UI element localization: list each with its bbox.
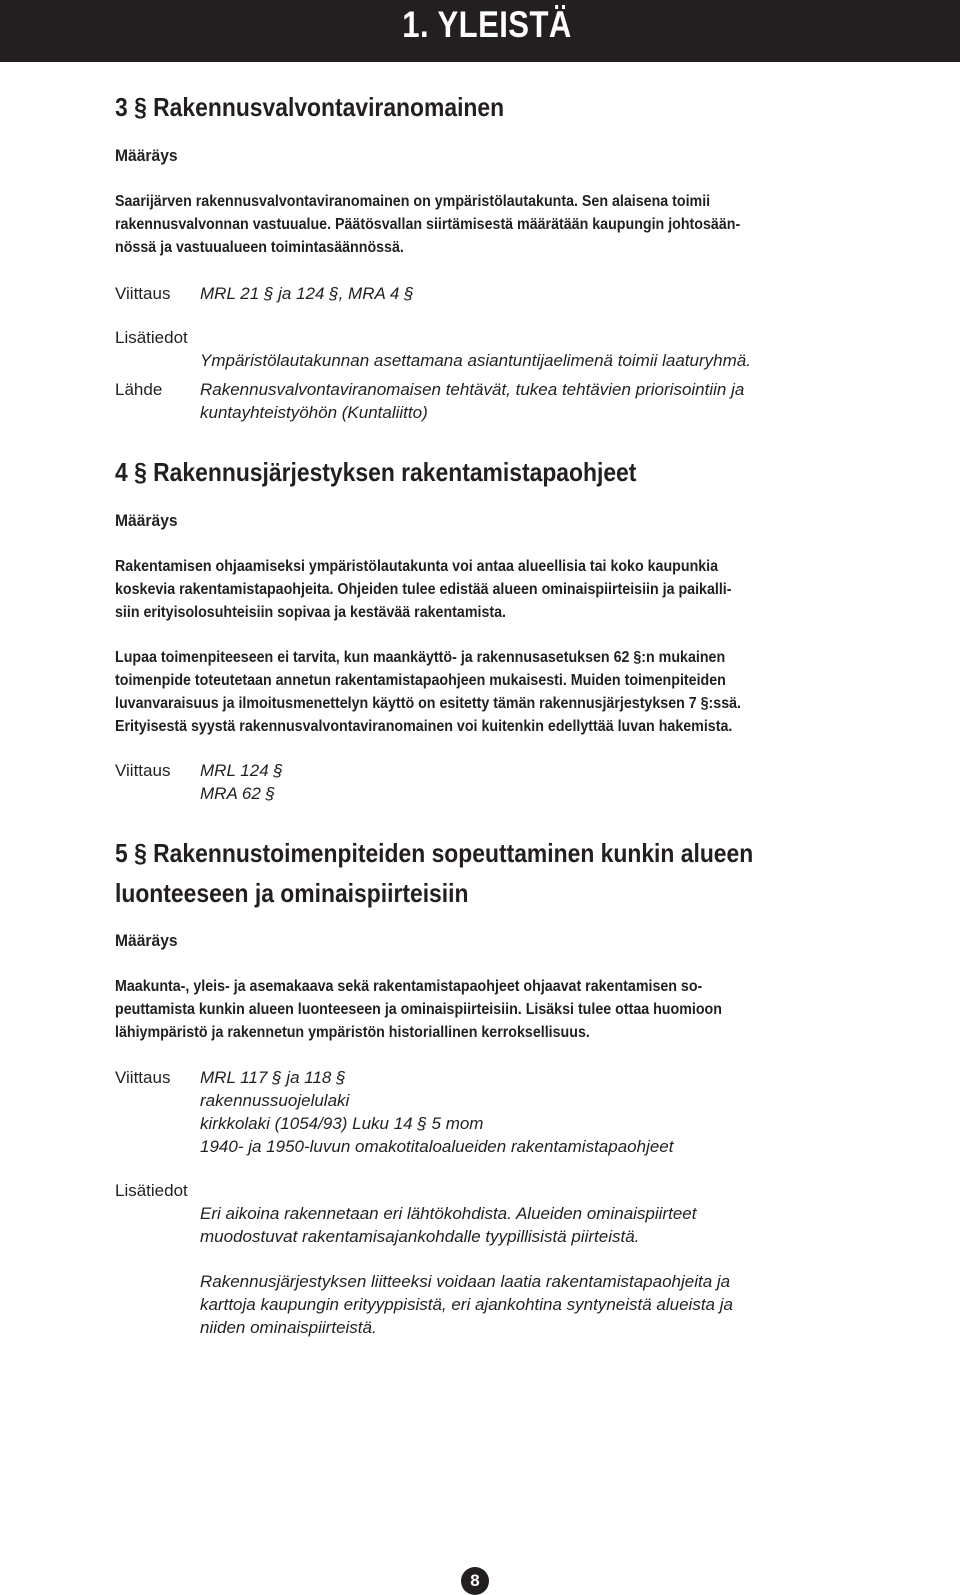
viittaus-line: 1940- ja 1950-luvun omakotitaloalueiden rakentamistapaohjeet xyxy=(200,1137,674,1156)
header-bar xyxy=(0,0,960,62)
lisatiedot-line: Rakennusjärjestyksen liitteeksi voidaan laatia rakentamistapaohjeita ja xyxy=(200,1272,731,1291)
section-5-maarays-label: Määräys xyxy=(115,931,178,950)
section-3-lahde xyxy=(200,378,744,424)
lahde-line: kuntayhteistyöhön (Kuntaliitto) xyxy=(200,403,428,422)
section-5-lisatiedot-1 xyxy=(200,1202,696,1248)
body-line: toimenpide toteutetaan annetun rakentamistapaohjeen mukaisesti. Muiden toimenpiteiden xyxy=(115,672,726,689)
viittaus-line: MRA 62 § xyxy=(200,784,275,803)
lisatiedot-line: niiden ominaispiirteistä. xyxy=(200,1318,377,1337)
heading-line: luonteeseen ja ominaispiirteisiin xyxy=(115,878,469,908)
chapter-title: 1. YLEISTÄ xyxy=(402,4,572,45)
section-3-viittaus: MRL 21 § ja 124 §, MRA 4 § xyxy=(200,284,414,303)
section-5-lisatiedot-2 xyxy=(200,1270,733,1339)
body-line: Saarijärven rakennusvalvontaviranomainen on ympäristölautakunta. Sen alaisena toimii xyxy=(115,193,711,210)
viittaus-line: MRL 117 § ja 118 § xyxy=(200,1068,346,1087)
section-5-lisatiedot-label: Lisätiedot xyxy=(115,1181,188,1200)
body-line: Lupaa toimenpiteeseen ei tarvita, kun maankäyttö- ja rakennusasetuksen 62 §:n mukainen xyxy=(115,649,726,666)
body-line: koskevia rakentamistapaohjeita. Ohjeiden tulee edistää alueen ominaispiirteisiin ja paikalli- xyxy=(115,581,732,598)
section-3-maarays-label: Määräys xyxy=(115,146,178,165)
lisatiedot-line: muodostuvat rakentamisajankohdalle tyypillisistä piirteistä. xyxy=(200,1227,640,1246)
section-4-viittaus-label: Viittaus xyxy=(115,761,171,780)
lisatiedot-line: karttoja kaupungin erityyppisistä, eri ajankohtina syntyneistä alueista ja xyxy=(200,1295,733,1314)
section-5-viittaus xyxy=(200,1066,674,1158)
section-3-lahde-label: Lähde xyxy=(115,380,163,399)
section-4-maarays-label: Määräys xyxy=(115,511,178,530)
section-3-viittaus-label: Viittaus xyxy=(115,284,171,303)
section-3-lisatiedot-label: Lisätiedot xyxy=(115,328,188,347)
section-4-body-2 xyxy=(115,646,809,738)
body-line: lähiympäristö ja rakennetun ympäristön historiallinen kerroksellisuus. xyxy=(115,1024,590,1041)
page-number-badge: 8 xyxy=(461,1567,489,1595)
section-5-viittaus-label: Viittaus xyxy=(115,1068,171,1087)
section-5-heading xyxy=(115,833,753,913)
section-3-heading: 3 § Rakennusvalvontaviranomainen xyxy=(115,92,505,122)
heading-line: 5 § Rakennustoimenpiteiden sopeuttaminen kunkin alueen xyxy=(115,838,754,868)
body-line: siin erityisolosuhteisiin sopivaa ja kestävää rakentamista. xyxy=(115,604,506,621)
body-line: rakennusvalvonnan vastuualue. Päätösvallan siirtämisestä määrätään kaupungin johtosään- xyxy=(115,216,741,233)
body-line: Erityisestä syystä rakennusvalvontaviranomainen voi kuitenkin edellyttää luvan hakemista. xyxy=(115,718,733,735)
section-4-body-1 xyxy=(115,555,809,624)
section-5-body xyxy=(115,975,809,1044)
lahde-line: Rakennusvalvontaviranomaisen tehtävät, tukea tehtävien priorisointiin ja xyxy=(200,380,745,399)
viittaus-line: kirkkolaki (1054/93) Luku 14 § 5 mom xyxy=(200,1114,484,1133)
lisatiedot-line: Eri aikoina rakennetaan eri lähtökohdista. Alueiden ominaispiirteet xyxy=(200,1204,697,1223)
viittaus-line: MRL 124 § xyxy=(200,761,283,780)
body-line: Rakentamisen ohjaamiseksi ympäristölautakunta voi antaa alueellisia tai koko kaupunkia xyxy=(115,558,719,575)
viittaus-line: rakennussuojelulaki xyxy=(200,1091,350,1110)
section-3-lisatiedot: Ympäristölautakunnan asettamana asiantuntijaelimenä toimii laaturyhmä. xyxy=(200,351,751,370)
section-3-body xyxy=(115,190,809,259)
section-4-viittaus xyxy=(200,759,283,805)
body-line: luvanvaraisuus ja ilmoitusmenettelyn käyttö on esitetty tämän rakennusjärjestyksen 7 §:ssä. xyxy=(115,695,742,712)
body-line: peuttamista kunkin alueen luonteeseen ja ominaispiirteisiin. Lisäksi tulee ottaa huomioon xyxy=(115,1001,722,1018)
body-line: nössä ja vastuualueen toimintasäännössä. xyxy=(115,239,404,256)
body-line: Maakunta-, yleis- ja asemakaava sekä rakentamistapaohjeet ohjaavat rakentamisen so- xyxy=(115,978,703,995)
section-4-heading: 4 § Rakennusjärjestyksen rakentamistapaohjeet xyxy=(115,457,637,487)
